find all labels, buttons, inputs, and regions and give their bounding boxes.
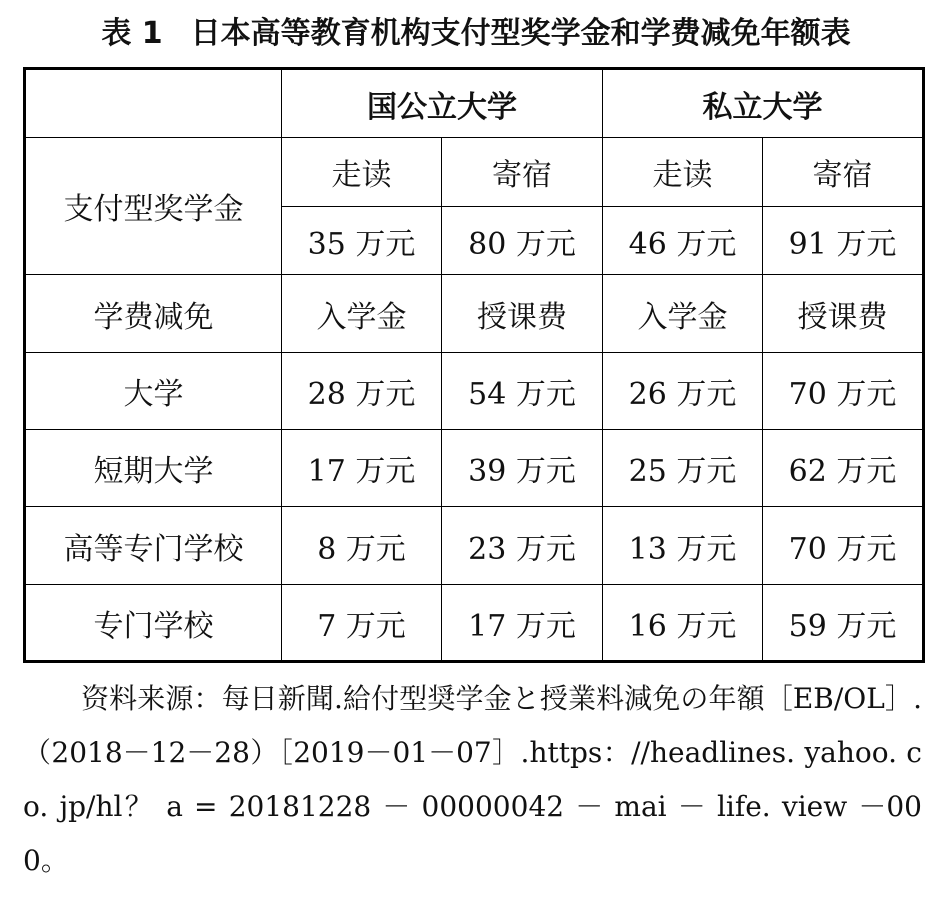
value-cell: 80 万元 [442, 207, 603, 275]
value-cell: 25 万元 [603, 430, 763, 507]
value-cell: 39 万元 [442, 430, 603, 507]
subheader-cell: 授课费 [763, 275, 924, 353]
value-cell: 35 万元 [282, 207, 442, 275]
corner-cell [25, 69, 282, 138]
value-cell: 62 万元 [763, 430, 924, 507]
table-row [25, 430, 924, 507]
table-title: 日本高等教育机构支付型奖学金和学费减免年额表 [190, 16, 851, 51]
subheader-cell: 授课费 [442, 275, 603, 353]
tuition-label: 学费减免 [25, 275, 282, 353]
table-number: 表 1 [101, 16, 163, 51]
value-cell: 70 万元 [763, 353, 924, 430]
scholarship-label: 支付型奖学金 [25, 138, 282, 275]
table-row [25, 353, 924, 430]
table-caption [0, 10, 952, 58]
value-cell: 59 万元 [763, 585, 924, 662]
value-cell: 16 万元 [603, 585, 763, 662]
row-label: 专门学校 [25, 585, 282, 662]
tuition-header-row [25, 275, 924, 353]
subheader-cell: 寄宿 [442, 138, 603, 207]
value-cell: 26 万元 [603, 353, 763, 430]
value-cell: 23 万元 [442, 507, 603, 585]
value-cell: 17 万元 [442, 585, 603, 662]
table-row [25, 585, 924, 662]
source-note: 资料来源：每日新聞.給付型奨学金と授業料減免の年額［EB/OL］.（2018－12－28）［2019－01－07］.https：//headlines. yahoo. co. jp/hl？ a = 20181228 － 00000042 － mai － life. view －000。 [23, 682, 922, 877]
value-cell: 28 万元 [282, 353, 442, 430]
table-row [25, 507, 924, 585]
value-cell: 91 万元 [763, 207, 924, 275]
value-cell: 17 万元 [282, 430, 442, 507]
value-cell: 46 万元 [603, 207, 763, 275]
subheader-cell: 入学金 [282, 275, 442, 353]
subheader-cell: 入学金 [603, 275, 763, 353]
row-label: 短期大学 [25, 430, 282, 507]
subheader-cell: 走读 [282, 138, 442, 207]
scholarship-subheader-row [25, 138, 924, 207]
row-label: 大学 [25, 353, 282, 430]
value-cell: 8 万元 [282, 507, 442, 585]
group-header-row [25, 69, 924, 138]
scholarship-table [23, 67, 925, 663]
row-label: 高等专门学校 [25, 507, 282, 585]
value-cell: 54 万元 [442, 353, 603, 430]
public-university-header: 国公立大学 [282, 69, 603, 138]
subheader-cell: 走读 [603, 138, 763, 207]
value-cell: 7 万元 [282, 585, 442, 662]
value-cell: 70 万元 [763, 507, 924, 585]
value-cell: 13 万元 [603, 507, 763, 585]
subheader-cell: 寄宿 [763, 138, 924, 207]
private-university-header: 私立大学 [603, 69, 924, 138]
